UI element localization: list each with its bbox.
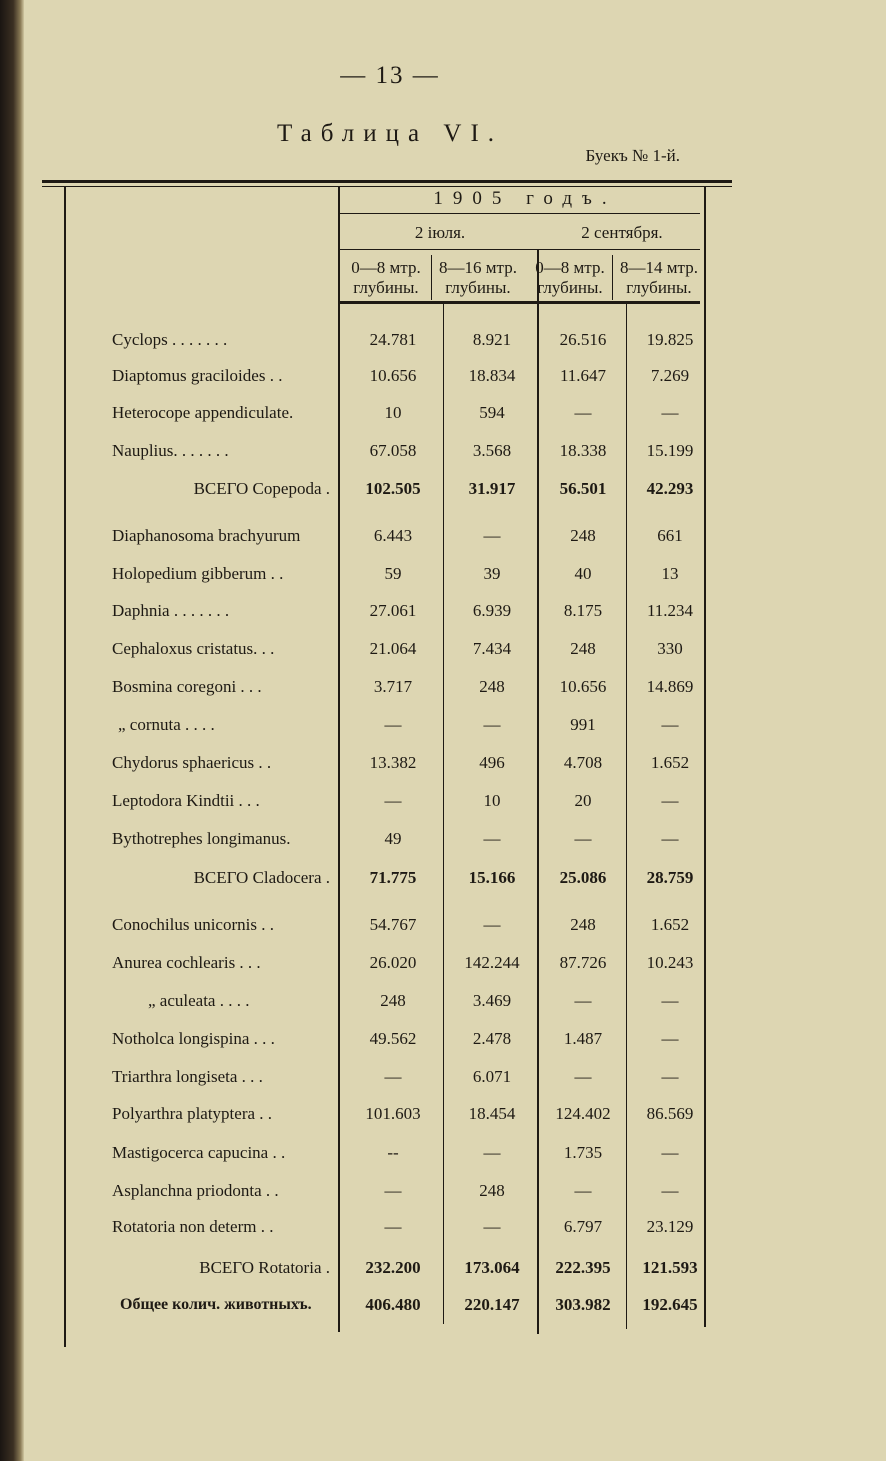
row-value: — (661, 829, 679, 848)
header-col-3 (526, 258, 614, 298)
row-value: 13 (661, 564, 679, 583)
table-row (0, 1210, 886, 1244)
row-value: 8.175 (563, 601, 603, 620)
row-value: 1.652 (650, 915, 690, 934)
row-value: — (661, 1029, 679, 1048)
header-year: 1905 годъ. (433, 188, 617, 209)
row-value: 27.061 (369, 601, 417, 620)
row-value: -- (387, 1143, 399, 1162)
header-col-3-depth: 0—8 мтр. (535, 258, 605, 277)
table-row (0, 908, 886, 942)
row-value: 39 (483, 564, 501, 583)
row-value: 7.434 (472, 639, 512, 658)
row-label: Leptodora Kindtii . . . (112, 791, 260, 810)
row-value: — (661, 403, 679, 422)
row-value: 248 (570, 526, 596, 545)
row-value: 26.020 (369, 953, 417, 972)
row-label: Bosmina coregoni . . . (112, 677, 262, 696)
row-value: 124.402 (555, 1104, 611, 1123)
row-value: 661 (657, 526, 683, 545)
row-value: 6.797 (563, 1217, 603, 1236)
row-value: 86.569 (646, 1104, 694, 1123)
row-value: — (483, 829, 501, 848)
table-row (0, 784, 886, 818)
row-value: — (661, 1181, 679, 1200)
header-col-2-unit: глубины. (445, 278, 511, 297)
row-value: 8.921 (472, 330, 512, 349)
row-value: 6.939 (472, 601, 512, 620)
table-row (0, 946, 886, 980)
row-value: 173.064 (464, 1258, 520, 1277)
row-value: 14.869 (646, 677, 694, 696)
table-row (0, 670, 886, 704)
row-value: — (574, 1067, 592, 1086)
row-value: 31.917 (468, 479, 516, 498)
row-value: — (661, 1143, 679, 1162)
row-label: Cyclops . . . . . . . (112, 330, 228, 349)
row-value: 222.395 (555, 1258, 611, 1277)
row-value: 3.469 (472, 991, 512, 1010)
row-value: 13.382 (369, 753, 417, 772)
row-value: — (483, 1217, 501, 1236)
header-date-july: 2 іюля. (414, 223, 466, 242)
row-label: ВСЕГО Rotatoria . (199, 1258, 330, 1277)
row-value: — (483, 1143, 501, 1162)
row-value: 40 (574, 564, 592, 583)
row-value: 303.982 (555, 1295, 611, 1314)
table-row (0, 632, 886, 666)
header-col-3-unit: глубины. (537, 278, 603, 297)
table-row (0, 396, 886, 430)
row-value: 26.516 (559, 330, 607, 349)
row-value: 10.656 (559, 677, 607, 696)
row-value: 49.562 (369, 1029, 417, 1048)
header-col-1 (340, 258, 432, 298)
row-label: Notholca longispina . . . (112, 1029, 275, 1048)
row-value: 594 (479, 403, 505, 422)
table-row (0, 1136, 886, 1170)
row-value: 220.147 (464, 1295, 520, 1314)
row-value: — (574, 403, 592, 422)
row-label: Rotatoria non determ . . (112, 1217, 274, 1236)
row-value: 142.244 (464, 953, 520, 972)
row-label: ВСЕГО Copepoda . (193, 479, 330, 498)
row-value: 71.775 (369, 868, 417, 887)
row-value: 1.735 (563, 1143, 603, 1162)
row-value: 59 (384, 564, 402, 583)
table-row (0, 984, 886, 1018)
table-title: Таблица VI. (276, 120, 504, 147)
table-row (0, 323, 886, 357)
table-row (0, 1097, 886, 1131)
row-value: 19.825 (646, 330, 694, 349)
row-value: 23.129 (646, 1217, 694, 1236)
row-value: — (384, 1181, 402, 1200)
row-value: 11.647 (559, 366, 607, 385)
table-row (0, 1060, 886, 1094)
header-col-2 (432, 258, 524, 298)
row-value: 2.478 (472, 1029, 512, 1048)
row-label: Cephaloxus cristatus. . . (112, 639, 275, 658)
header-bottom-rule (340, 301, 700, 304)
row-value: — (483, 915, 501, 934)
row-value: 248 (570, 915, 596, 934)
row-value: 330 (657, 639, 683, 658)
row-value: 3.717 (373, 677, 413, 696)
row-value: — (574, 991, 592, 1010)
row-value: 24.781 (369, 330, 417, 349)
row-label: Nauplius. . . . . . . (112, 441, 229, 460)
header-date-september: 2 сентября. (581, 223, 663, 242)
row-label: Chydorus sphaericus . . (112, 753, 272, 772)
row-value: — (574, 1181, 592, 1200)
row-value: 56.501 (559, 479, 607, 498)
row-value: — (384, 1217, 402, 1236)
row-label: Polyarthra platyptera . . (112, 1104, 273, 1123)
header-col-1-depth: 0—8 мтр. (351, 258, 421, 277)
row-value: — (574, 829, 592, 848)
row-value: 10 (384, 403, 402, 422)
table-row (0, 822, 886, 856)
row-value: 42.293 (646, 479, 694, 498)
row-value: 21.064 (369, 639, 417, 658)
row-value: 10 (483, 791, 501, 810)
table-row (0, 708, 886, 742)
row-value: 87.726 (559, 953, 607, 972)
table-row (0, 1174, 886, 1208)
row-label: Diaphanosoma brachyurum (112, 526, 301, 545)
row-value: 248 (479, 677, 505, 696)
row-label: Mastigocerca capucina . . (112, 1143, 286, 1162)
row-value: 15.199 (646, 441, 694, 460)
header-col-4-unit: глубины. (626, 278, 692, 297)
row-value: — (661, 791, 679, 810)
row-label: Общее колич. животныхъ. (120, 1296, 312, 1313)
header-col-4 (613, 258, 705, 298)
row-value: 18.454 (468, 1104, 516, 1123)
top-rule (42, 180, 732, 183)
row-label: Holopedium gibberum . . (112, 564, 284, 583)
row-value: 18.338 (559, 441, 607, 460)
row-value: 25.086 (559, 868, 607, 887)
row-value: 3.568 (472, 441, 512, 460)
row-value: — (384, 791, 402, 810)
row-label: Bythotrephes longimanus. (112, 829, 291, 848)
row-value: 101.603 (365, 1104, 421, 1123)
table-row (0, 519, 886, 553)
row-value: 102.505 (365, 479, 421, 498)
table-row (0, 434, 886, 468)
row-value: — (384, 1067, 402, 1086)
row-value: 67.058 (369, 441, 417, 460)
row-value: — (483, 526, 501, 545)
row-value: — (483, 715, 501, 734)
row-value: 6.443 (373, 526, 413, 545)
row-value: — (384, 715, 402, 734)
row-value: 18.834 (468, 366, 516, 385)
row-label: Heterocope appendiculate. (112, 403, 294, 422)
header-rule-year (340, 213, 700, 214)
row-value: 54.767 (369, 915, 417, 934)
row-value: 11.234 (646, 601, 694, 620)
header-col-1-unit: глубины. (353, 278, 419, 297)
row-label: Daphnia . . . . . . . (112, 601, 230, 620)
row-value: 1.652 (650, 753, 690, 772)
row-label: Asplanchna priodonta . . (112, 1181, 279, 1200)
row-value: 248 (570, 639, 596, 658)
table-row (0, 746, 886, 780)
row-value: 496 (479, 753, 505, 772)
row-value: 49 (384, 829, 402, 848)
row-value: — (661, 1067, 679, 1086)
row-value: 7.269 (650, 366, 690, 385)
row-value: 6.071 (472, 1067, 512, 1086)
row-value: 15.166 (468, 868, 516, 887)
header-rule-dates (340, 249, 700, 250)
row-label: Triarthra longiseta . . . (112, 1067, 263, 1086)
row-value: — (661, 715, 679, 734)
row-value: 20 (574, 791, 592, 810)
table-row (0, 594, 886, 628)
row-value: 248 (380, 991, 406, 1010)
table-row-total (0, 861, 886, 895)
source-label: Буекъ № 1-й. (585, 146, 680, 165)
row-label: Anurea cochlearis . . . (112, 953, 261, 972)
row-value: 10.656 (369, 366, 417, 385)
row-value: 248 (479, 1181, 505, 1200)
row-label: „ cornuta . . . . (118, 715, 215, 734)
top-rule-thin (42, 186, 732, 187)
table-row-total (0, 472, 886, 506)
row-value: 121.593 (642, 1258, 698, 1277)
table-row-grand-total (0, 1288, 886, 1322)
table-row-total (0, 1251, 886, 1285)
row-label: „ aculeata . . . . (148, 991, 250, 1010)
row-value: 991 (570, 715, 596, 734)
row-value: 10.243 (646, 953, 694, 972)
row-label: Conochilus unicornis . . (112, 915, 274, 934)
table-row (0, 1022, 886, 1056)
table-row (0, 359, 886, 393)
row-label: Diaptomus graciloides . . (112, 366, 283, 385)
row-value: 192.645 (642, 1295, 698, 1314)
page-number: — 13 — (340, 62, 440, 89)
header-col-2-depth: 8—16 мтр. (439, 258, 517, 277)
table-row (0, 557, 886, 591)
row-value: 406.480 (365, 1295, 421, 1314)
header-col-4-depth: 8—14 мтр. (620, 258, 698, 277)
row-value: — (661, 991, 679, 1010)
row-value: 4.708 (563, 753, 603, 772)
row-value: 232.200 (365, 1258, 421, 1277)
row-value: 28.759 (646, 868, 694, 887)
row-label: ВСЕГО Cladocera . (193, 868, 330, 887)
row-value: 1.487 (563, 1029, 603, 1048)
